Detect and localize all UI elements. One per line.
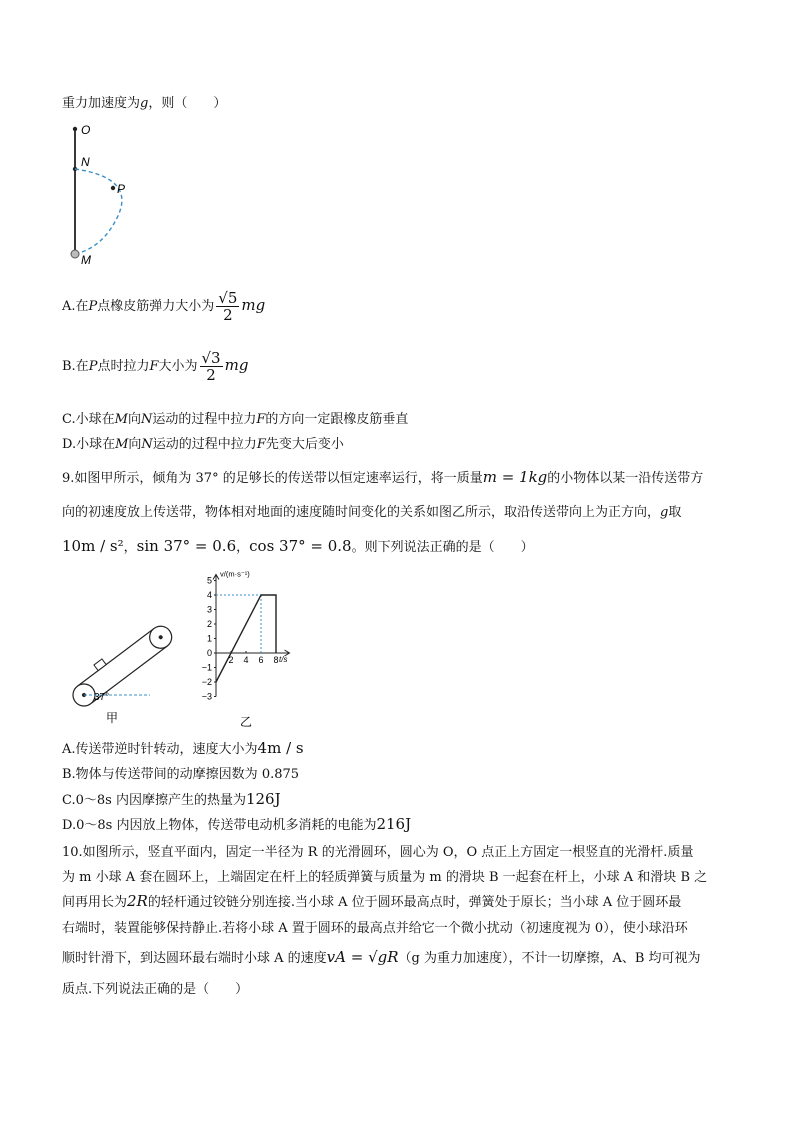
q10-text: （g 为重力加速度），不计一切摩擦，A、B 均可视为 bbox=[398, 951, 701, 966]
velocity-formula: vA = √gR bbox=[326, 948, 399, 966]
x-axis-label: t/s bbox=[279, 655, 288, 664]
frac-den: 2 bbox=[206, 366, 216, 384]
x-tick-label: 2 bbox=[228, 655, 234, 665]
y-tick-label: −1 bbox=[201, 662, 212, 673]
frac-num: √5 bbox=[218, 289, 238, 307]
q9-text: 9.如图甲所示，倾角为 37° 的足够长的传送带以恒定速率运行，将一质量 bbox=[62, 471, 483, 486]
q9-line-2 bbox=[62, 501, 681, 520]
q10-line-5 bbox=[62, 947, 701, 966]
caption-jia: 甲 bbox=[106, 711, 119, 725]
q10-line-4 bbox=[62, 917, 688, 936]
symbol-mg: mg bbox=[224, 356, 249, 374]
symbol-F: F bbox=[256, 412, 266, 427]
belt-top bbox=[77, 628, 154, 686]
symbol-F: F bbox=[256, 437, 266, 452]
symbol-g: g bbox=[140, 96, 149, 111]
q9-text: ， bbox=[123, 540, 137, 555]
q8-option-c bbox=[62, 408, 408, 427]
y-tick-label: 4 bbox=[206, 590, 212, 600]
opt-text: B.在 bbox=[62, 359, 89, 374]
opt-text: A.传送带逆时针转动，速度大小为 bbox=[62, 742, 258, 757]
q9-text: 取 bbox=[668, 505, 682, 520]
q9-option-b bbox=[62, 763, 299, 782]
q9-text: 的小物体以某一沿传送带方 bbox=[547, 471, 704, 486]
block bbox=[94, 659, 106, 671]
q9-text: 向的初速度放上传送带，物体相对地面的速度随时间变化的关系如图乙所示，取沿传送带向上为正方向， bbox=[62, 505, 661, 520]
y-axis-label: v/(m·s⁻¹) bbox=[220, 569, 250, 579]
g-value: 10m / s² bbox=[62, 537, 124, 555]
symbol-N: N bbox=[141, 437, 153, 452]
q10-line-3 bbox=[62, 891, 681, 910]
q9-line-1 bbox=[62, 467, 703, 486]
ball-M bbox=[71, 250, 79, 258]
opt-text: D.小球在 bbox=[62, 437, 116, 452]
frac-num: √3 bbox=[201, 349, 221, 367]
q8-option-b bbox=[62, 350, 248, 383]
symbol-M: M bbox=[115, 437, 129, 452]
q9-option-a bbox=[62, 738, 304, 757]
series-line-v bbox=[216, 595, 279, 682]
opt-text: 点时拉力 bbox=[97, 359, 150, 374]
q10-line-6 bbox=[62, 978, 248, 997]
fraction-sqrt3-over-2 bbox=[200, 350, 223, 383]
label-P: P bbox=[117, 182, 126, 196]
vt-chart bbox=[196, 566, 316, 731]
y-tick-label: 0 bbox=[206, 648, 212, 658]
y-tick-label: 1 bbox=[206, 633, 212, 644]
y-tick-label: −3 bbox=[201, 691, 212, 702]
point-O bbox=[73, 127, 77, 131]
symbol-M: M bbox=[114, 412, 128, 427]
label-N: N bbox=[81, 155, 90, 169]
opt-text: C.0～8s 内因摩擦产生的热量为 bbox=[62, 793, 246, 808]
length-2R: 2R bbox=[127, 892, 148, 910]
arc-path bbox=[75, 169, 122, 254]
fraction-sqrt5-over-2 bbox=[216, 290, 239, 323]
opt-value: 4m / s bbox=[257, 739, 304, 757]
label-O: O bbox=[81, 123, 91, 137]
opt-text: 点橡皮筋弹力大小为 bbox=[97, 299, 215, 314]
mass-value: m = 1kg bbox=[482, 468, 548, 486]
opt-text: 向 bbox=[128, 437, 142, 452]
caption-yi: 乙 bbox=[239, 715, 253, 729]
frac-den: 2 bbox=[223, 306, 233, 324]
q10-text: 10.如图所示，竖直平面内，固定一半径为 R 的光滑圆环，圆心为 O，O 点正上方固定一根竖直的光滑杆.质量 bbox=[62, 845, 694, 860]
q10-text: 顺时针滑下，到达圆环最右端时小球 A 的速度 bbox=[62, 951, 327, 966]
x-tick-label: 4 bbox=[243, 655, 249, 665]
opt-text: 向 bbox=[127, 412, 141, 427]
symbol-N: N bbox=[140, 412, 153, 427]
q10-line-2 bbox=[62, 866, 707, 885]
point-P bbox=[111, 186, 115, 190]
opt-text: 大小为 bbox=[158, 359, 198, 374]
q8-figure bbox=[62, 118, 152, 268]
symbol-g: g bbox=[660, 505, 669, 520]
x-tick-label: 6 bbox=[258, 655, 264, 665]
y-tick-label: 3 bbox=[206, 604, 212, 615]
label-M: M bbox=[81, 253, 91, 267]
symbol-P: P bbox=[88, 359, 98, 374]
q10-line-1 bbox=[62, 841, 693, 860]
opt-text: 运动的过程中拉力 bbox=[152, 412, 257, 427]
symbol-mg: mg bbox=[241, 296, 266, 314]
y-tick-label: −2 bbox=[201, 677, 212, 687]
opt-text: D.0～8s 内因放上物体，传送带电动机多消耗的电能为 bbox=[62, 818, 377, 833]
q9-option-d bbox=[62, 814, 411, 833]
symbol-P: P bbox=[88, 299, 98, 314]
q8-intro bbox=[62, 92, 226, 111]
conveyor-figure bbox=[70, 620, 180, 730]
q10-text: 右端时，装置能够保持静止.若将小球 A 置于圆环的最高点并给它一个微小扰动（初速度视为 0），使小球沿环 bbox=[62, 921, 688, 936]
symbol-F: F bbox=[149, 359, 159, 374]
angle-label: 37° bbox=[94, 692, 110, 703]
sin-value: sin 37° = 0.6 bbox=[136, 537, 237, 555]
opt-text: 运动的过程中拉力 bbox=[152, 437, 257, 452]
q10-text: 的轻杆通过铰链分别连接.当小球 A 位于圆环最高点时，弹簧处于原长；当小球 A 位于圆环最 bbox=[147, 895, 682, 910]
q8-intro-text: 重力加速度为 bbox=[62, 96, 141, 111]
opt-text: C.小球在 bbox=[62, 412, 115, 427]
opt-text: 先变大后变小 bbox=[265, 437, 344, 452]
q9-text: ， bbox=[236, 540, 250, 555]
x-tick-label: 8 bbox=[273, 655, 279, 665]
q8-option-a bbox=[62, 290, 265, 323]
q10-text: 间再用长为 bbox=[62, 895, 128, 910]
q10-text: 质点.下列说法正确的是（ ） bbox=[62, 982, 249, 997]
y-tick-label: 5 bbox=[206, 575, 212, 586]
opt-value: 126J bbox=[245, 790, 281, 808]
y-tick-label: 2 bbox=[206, 619, 212, 629]
cos-value: cos 37° = 0.8 bbox=[249, 537, 352, 555]
q9-option-c bbox=[62, 789, 281, 808]
opt-text: 的方向一定跟橡皮筋垂直 bbox=[265, 412, 409, 427]
opt-value: 216J bbox=[376, 815, 412, 833]
q8-intro-end: ，则（ ） bbox=[148, 96, 227, 111]
opt-text: A.在 bbox=[62, 299, 89, 314]
q9-text: 。则下列说法正确的是（ ） bbox=[351, 540, 534, 555]
q10-text: 为 m 小球 A 套在圆环上，上端固定在杆上的轻质弹簧与质量为 m 的滑块 B 一起套在杆上，小球 A 和滑块 B 之 bbox=[62, 870, 708, 885]
opt-text: B.物体与传送带间的动摩擦因数为 0.875 bbox=[62, 767, 300, 782]
q8-option-d bbox=[62, 433, 344, 452]
q9-line-3 bbox=[62, 536, 534, 555]
